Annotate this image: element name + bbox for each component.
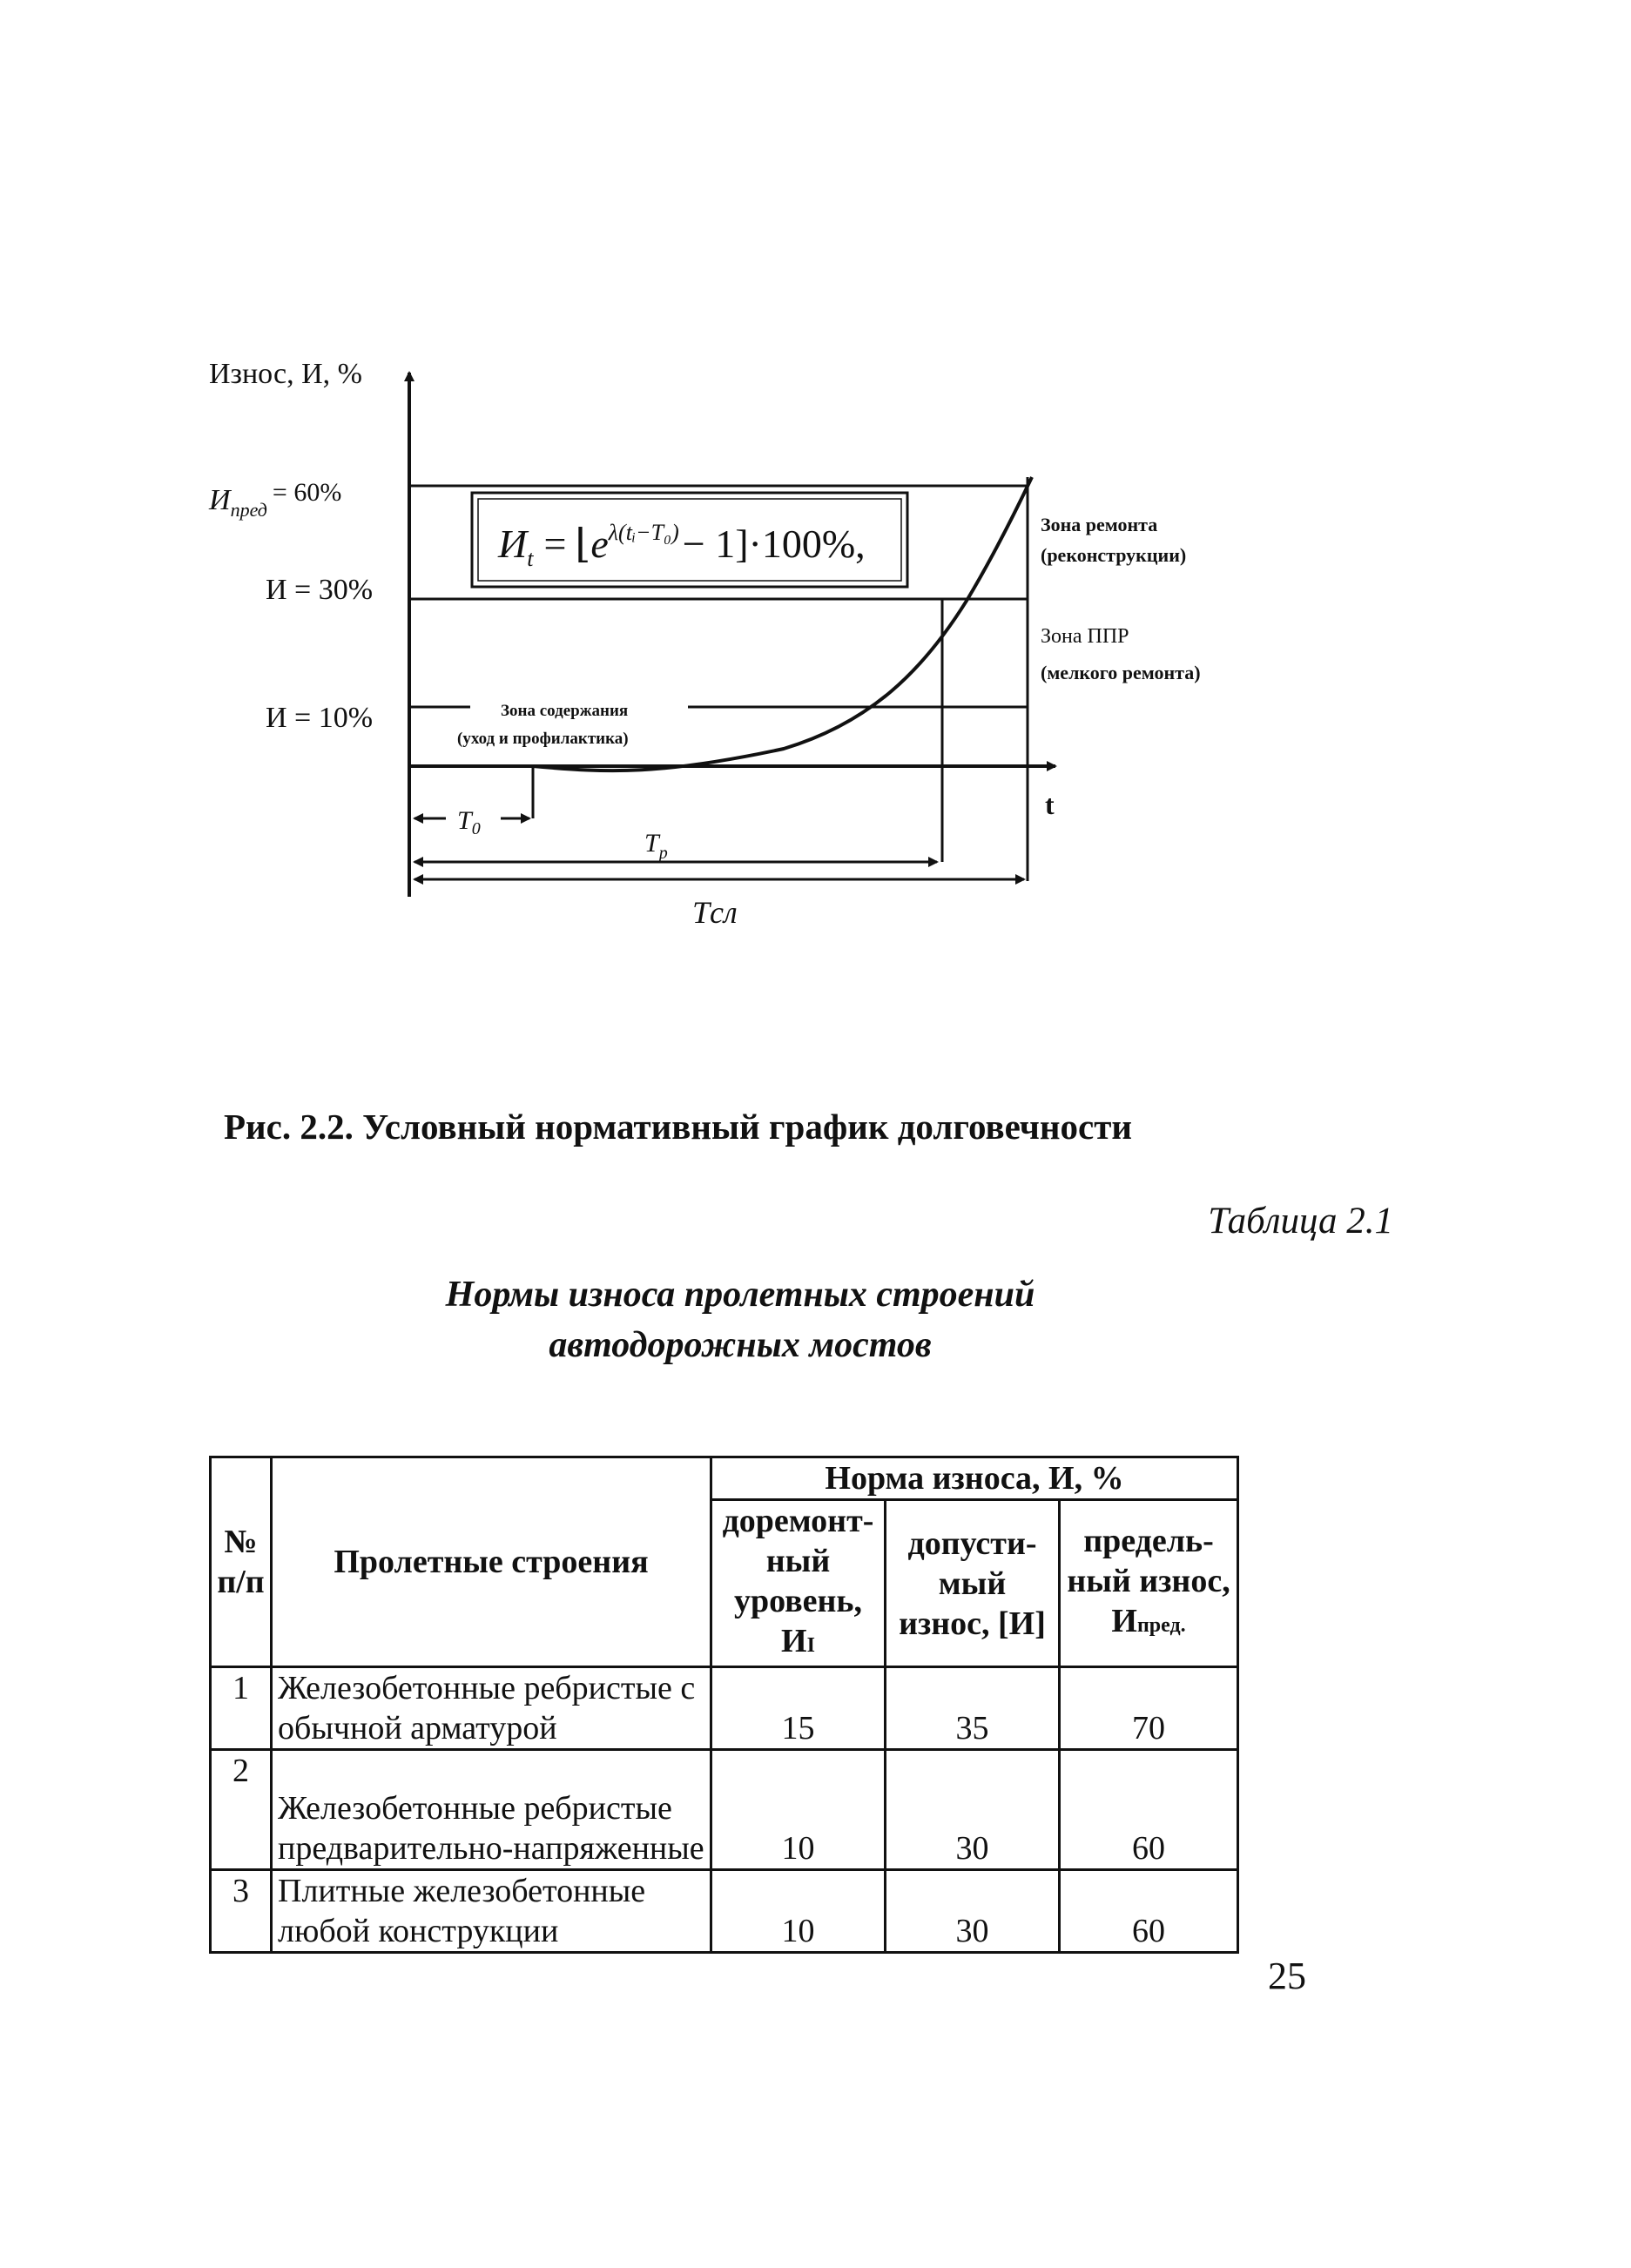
wear-norms-table xyxy=(209,1456,1239,1954)
table-title-line-2: автодорожных мостов xyxy=(549,1325,932,1365)
zone-repair-label: Зона ремонта xyxy=(1041,514,1158,535)
row-limit-value: 60 xyxy=(1060,1750,1238,1870)
tsl-label: Tсл xyxy=(692,895,738,930)
header-structures: Пролетные строения xyxy=(272,1457,711,1667)
row-allowable-value: 30 xyxy=(886,1750,1060,1870)
level-label-10: И = 10% xyxy=(266,702,374,734)
row-allowable-value: 35 xyxy=(886,1667,1060,1750)
zone-repair-label-2: (реконструкции) xyxy=(1041,544,1187,566)
page-number: 25 xyxy=(1268,1955,1306,1997)
table-row xyxy=(211,1870,1238,1953)
row-structure: Железобетонные ребристые с обычной арматурой xyxy=(272,1667,711,1750)
header-wear-norm: Норма износа, И, % xyxy=(711,1457,1238,1500)
row-number: 2 xyxy=(211,1750,272,1870)
zone-maint-label: Зона содержания xyxy=(501,702,629,720)
row-structure: Плитные железобетонные любой конструкции xyxy=(272,1870,711,1953)
header-limit-wear: предель-ный износ, Ипред. xyxy=(1060,1500,1238,1667)
row-allowable-value: 30 xyxy=(886,1870,1060,1953)
formula-text: $И_t$ = $⌊e^{\lambda(tᵢ-T_0)}- 1]\cdot 100\%$, xyxy=(498,520,866,571)
row-pre-repair-value: 15 xyxy=(711,1667,886,1750)
table-number: Таблица 2.1 xyxy=(1208,1201,1393,1242)
zone-maint-label-2: (уход и профилактика) xyxy=(457,730,629,748)
row-pre-repair-value: 10 xyxy=(711,1870,886,1953)
header-allowable-wear: допусти-мый износ, [И] xyxy=(886,1500,1060,1667)
t0-label: $T_0$ xyxy=(457,806,481,838)
row-number: 1 xyxy=(211,1667,272,1750)
zone-ppr-label: Зона ППР xyxy=(1041,625,1129,648)
level-label-60: $И_{пред}= 60\%$ xyxy=(209,478,342,521)
x-axis-label: t xyxy=(1045,789,1055,820)
figure-caption: Рис. 2.2. Условный нормативный график долговечности xyxy=(224,1107,1132,1147)
durability-chart xyxy=(0,0,1631,1001)
tp-label: $T_p$ xyxy=(644,829,668,863)
y-axis-label: Износ, И, % xyxy=(209,358,362,390)
table-title xyxy=(305,1269,1176,1370)
header-number: № п/п xyxy=(211,1457,272,1667)
zone-ppr-label-2: (мелкого ремонта) xyxy=(1041,662,1201,683)
level-label-30: И = 30% xyxy=(266,574,374,606)
row-limit-value: 60 xyxy=(1060,1870,1238,1953)
header-pre-repair-level: доремонт-ный уровень, ИI xyxy=(711,1500,886,1667)
table-row xyxy=(211,1750,1238,1870)
table-title-line-1: Нормы износа пролетных строений xyxy=(445,1275,1035,1315)
row-pre-repair-value: 10 xyxy=(711,1750,886,1870)
table-row xyxy=(211,1667,1238,1750)
row-number: 3 xyxy=(211,1870,272,1953)
row-limit-value: 70 xyxy=(1060,1667,1238,1750)
row-structure: Железобетонные ребристые предварительно-напряженные xyxy=(272,1750,711,1870)
